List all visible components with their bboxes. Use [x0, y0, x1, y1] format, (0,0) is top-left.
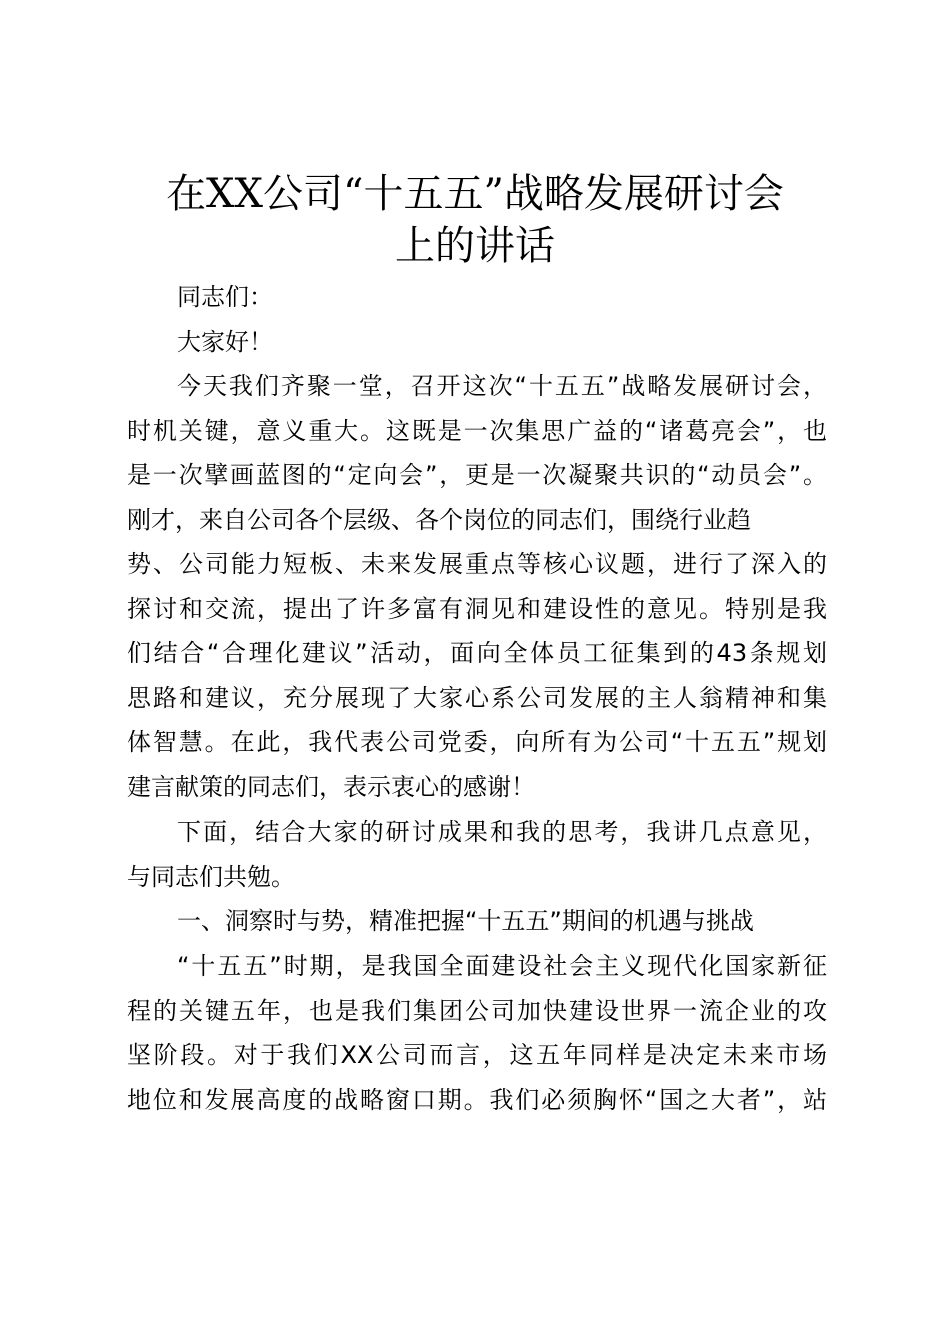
- text-line: 探讨和交流，提出了许多富有洞见和建设性的意见。特别是我: [127, 594, 827, 623]
- text-line: 体智慧。在此，我代表公司党委，向所有为公司“十五五”规划: [127, 728, 827, 756]
- document-title-line-1: 在XX公司“十五五”战略发展研讨会: [166, 171, 784, 217]
- text-line: 们结合“合理化建议”活动，面向全体员工征集到的43条规划: [127, 639, 827, 667]
- text-line: 与同志们共勉。: [127, 862, 295, 891]
- text-line: 程的关键五年，也是我们集团公司加快建设世界一流企业的攻: [127, 996, 827, 1025]
- text-line: 一、洞察时与势，精准把握“十五五”期间的机遇与挑战: [177, 907, 754, 935]
- text-line: 下面，结合大家的研讨成果和我的思考，我讲几点意见，: [177, 818, 827, 846]
- text-line: 坚阶段。对于我们XX公司而言，这五年同样是决定未来市场: [127, 1041, 827, 1069]
- salutation: [127, 275, 827, 320]
- text-line: 建言献策的同志们，表示衷心的感谢！: [127, 772, 535, 801]
- text-line: 思路和建议，充分展现了大家心系公司发展的主人翁精神和集: [127, 683, 827, 712]
- section-heading: [127, 899, 827, 944]
- text-line: 同志们：: [177, 283, 273, 311]
- text-line: 时机关键，意义重大。这既是一次集思广益的“诸葛亮会”，也: [127, 416, 827, 445]
- paragraph-intro: [127, 810, 827, 899]
- paragraph-context: [127, 944, 827, 1122]
- text-line: 是一次擘画蓝图的“定向会”，更是一次凝聚共识的“动员会”。: [127, 461, 827, 489]
- document-title-line-2: 上的讲话: [395, 223, 555, 269]
- greeting: [127, 320, 827, 365]
- text-line: 大家好！: [177, 328, 273, 356]
- paragraph-opening: [127, 364, 827, 809]
- text-line: 势、公司能力短板、未来发展重点等核心议题，进行了深入的: [127, 550, 827, 578]
- text-line: 今天我们齐聚一堂，召开这次“十五五”战略发展研讨会，: [177, 372, 827, 400]
- text-line: 刚才，来自公司各个层级、各个岗位的同志们，围绕行业趋: [127, 505, 751, 534]
- text-line: 地位和发展高度的战略窗口期。我们必须胸怀“国之大者”，站: [127, 1085, 827, 1114]
- text-line: “十五五”时期，是我国全面建设社会主义现代化国家新征: [177, 952, 827, 980]
